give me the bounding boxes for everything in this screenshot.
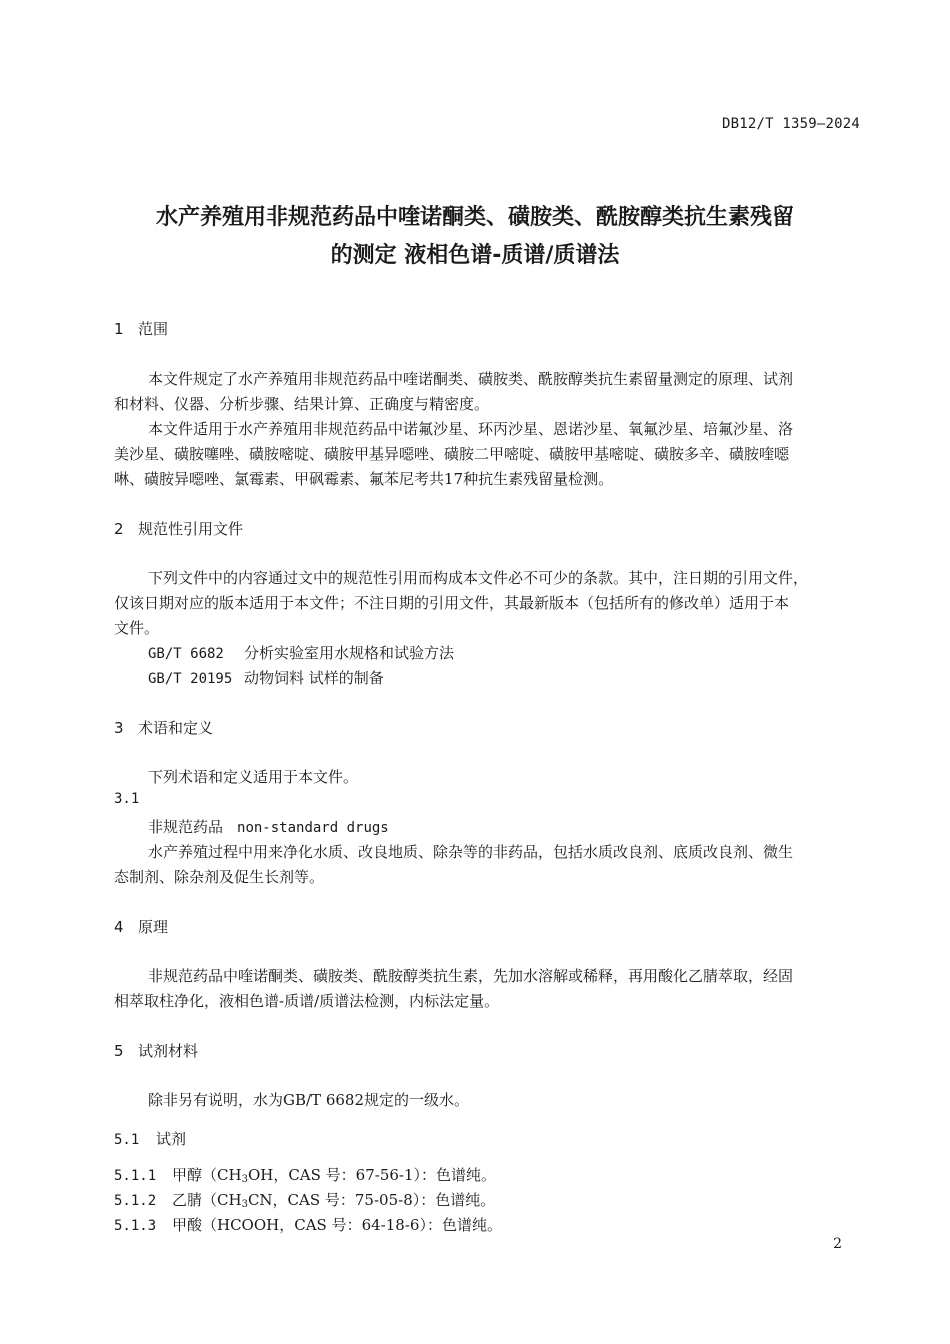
section-1-paragraph: 美沙星、磺胺噻唑、磺胺嘧啶、磺胺甲基异噁唑、磺胺二甲嘧啶、磺胺甲基嘧啶、磺胺多辛、磺胺喹噁	[114, 445, 790, 463]
section-3-paragraph: 下列术语和定义适用于本文件。	[148, 768, 359, 786]
section-3-heading: 3 术语和定义	[114, 719, 214, 737]
section-5-heading: 5 试剂材料	[114, 1042, 199, 1060]
subsection-5-1-heading: 5.1 试剂	[114, 1130, 187, 1148]
document-title-line-1: 水产养殖用非规范药品中喹诺酮类、磺胺类、酰胺醇类抗生素残留	[155, 205, 794, 230]
page-number: 2	[833, 1236, 842, 1252]
reagent-item: 5.1.1 甲醇（$CH_3OH$，CAS 号：67-56-1）：色谱纯。	[114, 1166, 497, 1185]
section-2-paragraph: 仅该日期对应的版本适用于本文件；不注日期的引用文件，其最新版本（包括所有的修改单）适用于本	[114, 594, 790, 612]
section-1-paragraph: 本文件规定了水产养殖用非规范药品中喹诺酮类、磺胺类、酰胺醇类抗生素留量测定的原理、试剂	[148, 370, 794, 388]
section-1-paragraph: 本文件适用于水产养殖用非规范药品中诺氟沙星、环丙沙星、恩诺沙星、氧氟沙星、培氟沙星、洛	[148, 420, 794, 438]
reference-item: GB/T 6682 分析实验室用水规格和试验方法	[148, 644, 455, 662]
section-4-heading: 4 原理	[114, 918, 169, 936]
term-definition: 态制剂、除杂剂及促生长剂等。	[114, 868, 325, 886]
reagent-item: 5.1.3 甲酸（HCOOH，CAS 号：64-18-6）：色谱纯。	[114, 1216, 502, 1234]
term-entry: 非规范药品 non-standard drugs	[148, 818, 389, 836]
section-2-paragraph: 下列文件中的内容通过文中的规范性引用而构成本文件必不可少的条款。其中，注日期的引用文件，	[148, 569, 809, 587]
section-4-paragraph: 相萃取柱净化，液相色谱-质谱/质谱法检测，内标法定量。	[114, 992, 500, 1010]
term-definition: 水产养殖过程中用来净化水质、改良地质、除杂等的非药品，包括水质改良剂、底质改良剂、微生	[148, 843, 794, 861]
section-2-paragraph: 文件。	[114, 619, 160, 637]
section-5-paragraph: 除非另有说明，水为GB/T 6682规定的一级水。	[148, 1091, 470, 1109]
document-title-line-2: 的测定 液相色谱-质谱/质谱法	[330, 243, 620, 268]
reference-item: GB/T 20195 动物饲料 试样的制备	[148, 669, 384, 687]
section-1-paragraph: 啉、磺胺异噁唑、氯霉素、甲砜霉素、氟苯尼考共17种抗生素残留量检测。	[114, 470, 614, 488]
section-1-paragraph: 和材料、仪器、分析步骤、结果计算、正确度与精密度。	[114, 395, 490, 413]
section-4-paragraph: 非规范药品中喹诺酮类、磺胺类、酰胺醇类抗生素，先加水溶解或稀释，再用酸化乙腈萃取，经固	[148, 967, 794, 985]
document-code: DB12/T 1359—2024	[721, 116, 860, 132]
term-number: 3.1	[114, 791, 140, 807]
reagent-item: 5.1.2 乙腈（$CH_3CN$，CAS 号：75-05-8）：色谱纯。	[114, 1191, 496, 1210]
section-2-heading: 2 规范性引用文件	[114, 520, 244, 538]
section-1-heading: 1 范围	[114, 320, 169, 338]
